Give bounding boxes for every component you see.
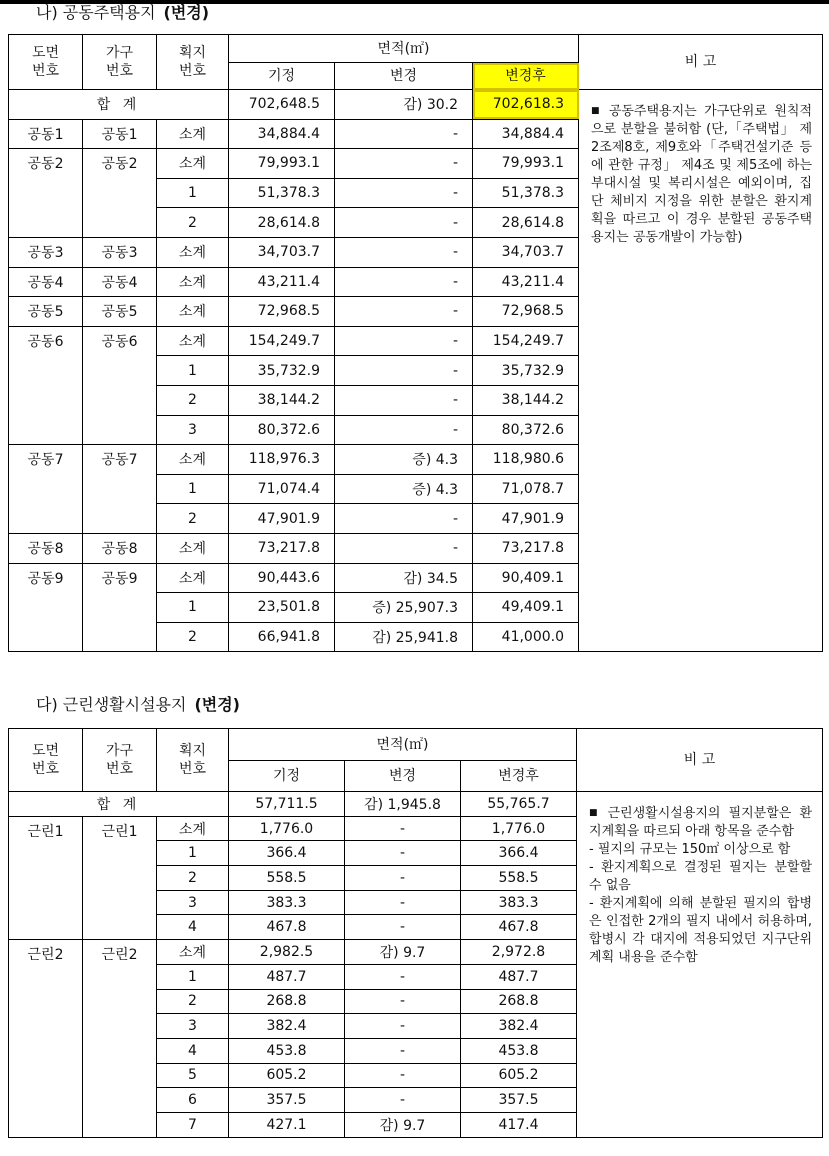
remarks-cell: [579, 90, 823, 652]
house-no-cell: [83, 890, 157, 915]
doc-no-cell: 공동2: [9, 149, 83, 179]
lot-no-cell: 소계: [157, 445, 229, 475]
doc-no-cell: [9, 593, 83, 623]
house-no-cell: 공동2: [83, 149, 157, 179]
total-existing: 702,648.5: [229, 90, 335, 120]
lot-no-cell: 소계: [157, 816, 229, 841]
after-area-cell: 366.4: [461, 841, 577, 866]
house-no-cell: [83, 866, 157, 891]
total-change: 감) 1,945.8: [345, 792, 461, 817]
house-no-cell: [83, 415, 157, 445]
total-label: 합 계: [9, 792, 229, 817]
change-area-cell: -: [335, 149, 473, 179]
header-doc-no: 도면 번호: [9, 35, 83, 90]
header-house-no: 가구 번호: [83, 729, 157, 792]
after-area-cell: 154,249.7: [473, 326, 579, 356]
change-area-cell: 증) 4.3: [335, 445, 473, 475]
doc-no-cell: 근린2: [9, 940, 83, 965]
existing-area-cell: 79,993.1: [229, 149, 335, 179]
lot-no-cell: 1: [157, 356, 229, 386]
after-area-cell: 28,614.8: [473, 208, 579, 238]
change-area-cell: -: [335, 326, 473, 356]
lot-no-cell: 2: [157, 622, 229, 652]
section1-title-text: 나) 공동주택용지: [36, 3, 156, 22]
after-area-cell: 487.7: [461, 964, 577, 989]
existing-area-cell: 118,976.3: [229, 445, 335, 475]
after-area-cell: 1,776.0: [461, 816, 577, 841]
house-no-cell: [83, 964, 157, 989]
change-area-cell: 증) 25,907.3: [335, 593, 473, 623]
total-row: [9, 90, 823, 120]
doc-no-cell: [9, 504, 83, 534]
after-area-cell: 383.3: [461, 890, 577, 915]
lot-no-cell: 1: [157, 593, 229, 623]
total-row: [9, 792, 823, 817]
change-area-cell: -: [335, 504, 473, 534]
total-after: 55,765.7: [461, 792, 577, 817]
doc-no-cell: [9, 178, 83, 208]
house-no-cell: [83, 841, 157, 866]
lot-no-cell: 소계: [157, 237, 229, 267]
doc-no-cell: 공동1: [9, 119, 83, 149]
after-area-cell: 417.4: [461, 1112, 577, 1137]
change-area-cell: 감) 9.7: [345, 1112, 461, 1137]
lot-no-cell: 1: [157, 841, 229, 866]
doc-no-cell: 공동8: [9, 533, 83, 563]
existing-area-cell: 268.8: [229, 989, 345, 1014]
doc-no-cell: [9, 1038, 83, 1063]
existing-area-cell: 51,378.3: [229, 178, 335, 208]
change-area-cell: 감) 34.5: [335, 563, 473, 593]
doc-no-cell: 공동4: [9, 267, 83, 297]
after-area-cell: 382.4: [461, 1014, 577, 1039]
after-area-cell: 34,884.4: [473, 119, 579, 149]
existing-area-cell: 2,982.5: [229, 940, 345, 965]
doc-no-cell: [9, 841, 83, 866]
house-no-cell: 공동1: [83, 119, 157, 149]
house-no-cell: [83, 504, 157, 534]
lot-no-cell: 3: [157, 890, 229, 915]
house-no-cell: [83, 915, 157, 940]
lot-no-cell: 소계: [157, 940, 229, 965]
lot-no-cell: 2: [157, 208, 229, 238]
doc-no-cell: 근린1: [9, 816, 83, 841]
remark-text: 근린생활시설용지의 필지분할은 환지계획을 따르되 아래 항목을 준수함 - 필지의 규모는 150㎡ 이상으로 함 - 환지계획으로 결정된 필지는 분할할 수 없음 - 환지계획에 의해 분할된 필지의 합병은 인접한 2개의 필지 내에서 허용하며, 합병시 각 대지에 적용되었던 지구단위계획 내용을 준수함: [589, 806, 813, 965]
after-area-cell: 47,901.9: [473, 504, 579, 534]
existing-area-cell: 487.7: [229, 964, 345, 989]
change-area-cell: -: [345, 816, 461, 841]
change-area-cell: -: [345, 964, 461, 989]
existing-area-cell: 47,901.9: [229, 504, 335, 534]
header-after: 변경후: [473, 63, 579, 90]
lot-no-cell: 1: [157, 964, 229, 989]
existing-area-cell: 382.4: [229, 1014, 345, 1039]
header-change: 변경: [345, 761, 461, 792]
doc-no-cell: [9, 415, 83, 445]
doc-no-cell: [9, 1014, 83, 1039]
existing-area-cell: 1,776.0: [229, 816, 345, 841]
remarks-cell: [577, 792, 823, 1138]
house-no-cell: [83, 1014, 157, 1039]
header-area: 면적(㎡): [229, 35, 579, 63]
lot-no-cell: 소계: [157, 149, 229, 179]
doc-no-cell: 공동5: [9, 297, 83, 327]
header-doc-no: 도면 번호: [9, 729, 83, 792]
after-area-cell: 80,372.6: [473, 415, 579, 445]
section2-title-text: 다) 근린생활시설용지: [36, 695, 187, 714]
section1-title: [36, 0, 209, 23]
change-area-cell: 감) 9.7: [345, 940, 461, 965]
housing-land-table: [8, 34, 823, 652]
doc-no-cell: 공동7: [9, 445, 83, 475]
existing-area-cell: 72,968.5: [229, 297, 335, 327]
house-no-cell: 공동3: [83, 237, 157, 267]
doc-no-cell: [9, 208, 83, 238]
doc-no-cell: 공동9: [9, 563, 83, 593]
change-area-cell: -: [345, 1038, 461, 1063]
header-remarks: 비 고: [577, 729, 823, 792]
remark-bullet: ■: [591, 106, 603, 116]
change-area-cell: -: [345, 1063, 461, 1088]
after-area-cell: 51,378.3: [473, 178, 579, 208]
doc-no-cell: [9, 915, 83, 940]
change-area-cell: -: [335, 415, 473, 445]
change-area-cell: -: [335, 356, 473, 386]
lot-no-cell: 3: [157, 1014, 229, 1039]
remark-bullet: ■: [589, 808, 602, 818]
lot-no-cell: 2: [157, 989, 229, 1014]
change-area-cell: -: [335, 208, 473, 238]
after-area-cell: 357.5: [461, 1088, 577, 1113]
house-no-cell: 근린2: [83, 940, 157, 965]
house-no-cell: [83, 989, 157, 1014]
lot-no-cell: 소계: [157, 563, 229, 593]
existing-area-cell: 605.2: [229, 1063, 345, 1088]
lot-no-cell: 3: [157, 415, 229, 445]
existing-area-cell: 38,144.2: [229, 385, 335, 415]
house-no-cell: [83, 208, 157, 238]
after-area-cell: 72,968.5: [473, 297, 579, 327]
header-area: 면적(㎡): [229, 729, 577, 761]
house-no-cell: [83, 1088, 157, 1113]
house-no-cell: [83, 356, 157, 386]
existing-area-cell: 467.8: [229, 915, 345, 940]
doc-no-cell: 공동6: [9, 326, 83, 356]
house-no-cell: [83, 1038, 157, 1063]
lot-no-cell: 1: [157, 178, 229, 208]
existing-area-cell: 366.4: [229, 841, 345, 866]
header-remarks: 비 고: [579, 35, 823, 90]
change-area-cell: -: [345, 866, 461, 891]
change-area-cell: -: [335, 178, 473, 208]
header-lot-no: 획지 번호: [157, 35, 229, 90]
change-area-cell: -: [345, 989, 461, 1014]
header-house-no: 가구 번호: [83, 35, 157, 90]
change-area-cell: -: [335, 533, 473, 563]
neighborhood-land-table: [8, 728, 823, 1138]
house-no-cell: [83, 1112, 157, 1137]
section2-title-tag: (변경): [194, 695, 240, 714]
house-no-cell: [83, 1063, 157, 1088]
after-area-cell: 34,703.7: [473, 237, 579, 267]
lot-no-cell: 2: [157, 385, 229, 415]
lot-no-cell: 6: [157, 1088, 229, 1113]
existing-area-cell: 28,614.8: [229, 208, 335, 238]
existing-area-cell: 34,884.4: [229, 119, 335, 149]
change-area-cell: -: [345, 1088, 461, 1113]
remark-text: 공동주택용지는 가구단위로 원칙적으로 분할을 불허함 (단,「주택법」 제2조제8호, 제9호와「주택건설기준 등에 관한 규정」 제4조 및 제5조에 하는 부대시설 및 복리시설은 예외이며, 집단 체비지 지정을 위한 분할은 환지계획을 따르고 이 경우 분할된 공동주택용지는 공동개발이 가능함): [591, 104, 813, 245]
lot-no-cell: 소계: [157, 119, 229, 149]
existing-area-cell: 71,074.4: [229, 474, 335, 504]
existing-area-cell: 43,211.4: [229, 267, 335, 297]
doc-no-cell: [9, 474, 83, 504]
header-change: 변경: [335, 63, 473, 90]
after-area-cell: 35,732.9: [473, 356, 579, 386]
existing-area-cell: 66,941.8: [229, 622, 335, 652]
existing-area-cell: 154,249.7: [229, 326, 335, 356]
existing-area-cell: 558.5: [229, 866, 345, 891]
after-area-cell: 558.5: [461, 866, 577, 891]
after-area-cell: 71,078.7: [473, 474, 579, 504]
change-area-cell: -: [335, 267, 473, 297]
after-area-cell: 605.2: [461, 1063, 577, 1088]
lot-no-cell: 소계: [157, 326, 229, 356]
after-area-cell: 79,993.1: [473, 149, 579, 179]
after-area-cell: 90,409.1: [473, 563, 579, 593]
total-change: 감) 30.2: [335, 90, 473, 120]
lot-no-cell: 1: [157, 474, 229, 504]
section2-title: [36, 692, 240, 715]
change-area-cell: -: [345, 915, 461, 940]
lot-no-cell: 소계: [157, 297, 229, 327]
change-area-cell: 증) 4.3: [335, 474, 473, 504]
change-area-cell: -: [335, 385, 473, 415]
after-area-cell: 467.8: [461, 915, 577, 940]
existing-area-cell: 80,372.6: [229, 415, 335, 445]
header-existing: 기정: [229, 63, 335, 90]
lot-no-cell: 소계: [157, 533, 229, 563]
change-area-cell: -: [345, 890, 461, 915]
doc-no-cell: [9, 866, 83, 891]
section1-title-tag: (변경): [163, 3, 210, 22]
existing-area-cell: 73,217.8: [229, 533, 335, 563]
existing-area-cell: 383.3: [229, 890, 345, 915]
existing-area-cell: 23,501.8: [229, 593, 335, 623]
after-area-cell: 118,980.6: [473, 445, 579, 475]
lot-no-cell: 7: [157, 1112, 229, 1137]
existing-area-cell: 453.8: [229, 1038, 345, 1063]
after-area-cell: 453.8: [461, 1038, 577, 1063]
header-after: 변경후: [461, 761, 577, 792]
house-no-cell: 공동8: [83, 533, 157, 563]
after-area-cell: 73,217.8: [473, 533, 579, 563]
total-existing: 57,711.5: [229, 792, 345, 817]
doc-no-cell: [9, 989, 83, 1014]
existing-area-cell: 34,703.7: [229, 237, 335, 267]
doc-no-cell: [9, 385, 83, 415]
house-no-cell: [83, 178, 157, 208]
doc-no-cell: [9, 964, 83, 989]
doc-no-cell: 공동3: [9, 237, 83, 267]
lot-no-cell: 4: [157, 915, 229, 940]
house-no-cell: 공동5: [83, 297, 157, 327]
house-no-cell: 근린1: [83, 816, 157, 841]
existing-area-cell: 90,443.6: [229, 563, 335, 593]
house-no-cell: 공동7: [83, 445, 157, 475]
change-area-cell: -: [335, 119, 473, 149]
after-area-cell: 49,409.1: [473, 593, 579, 623]
total-after: 702,618.3: [473, 90, 579, 120]
header-lot-no: 획지 번호: [157, 729, 229, 792]
change-area-cell: 감) 25,941.8: [335, 622, 473, 652]
total-label: 합 계: [9, 90, 229, 120]
doc-no-cell: [9, 622, 83, 652]
house-no-cell: [83, 593, 157, 623]
existing-area-cell: 35,732.9: [229, 356, 335, 386]
lot-no-cell: 2: [157, 504, 229, 534]
after-area-cell: 41,000.0: [473, 622, 579, 652]
lot-no-cell: 소계: [157, 267, 229, 297]
change-area-cell: -: [335, 237, 473, 267]
existing-area-cell: 427.1: [229, 1112, 345, 1137]
after-area-cell: 268.8: [461, 989, 577, 1014]
header-existing: 기정: [229, 761, 345, 792]
change-area-cell: -: [335, 297, 473, 327]
doc-no-cell: [9, 890, 83, 915]
house-no-cell: 공동4: [83, 267, 157, 297]
doc-no-cell: [9, 1112, 83, 1137]
lot-no-cell: 4: [157, 1038, 229, 1063]
lot-no-cell: 2: [157, 866, 229, 891]
change-area-cell: -: [345, 841, 461, 866]
lot-no-cell: 5: [157, 1063, 229, 1088]
doc-no-cell: [9, 356, 83, 386]
house-no-cell: 공동6: [83, 326, 157, 356]
after-area-cell: 2,972.8: [461, 940, 577, 965]
after-area-cell: 38,144.2: [473, 385, 579, 415]
existing-area-cell: 357.5: [229, 1088, 345, 1113]
house-no-cell: [83, 385, 157, 415]
change-area-cell: -: [345, 1014, 461, 1039]
doc-no-cell: [9, 1063, 83, 1088]
after-area-cell: 43,211.4: [473, 267, 579, 297]
house-no-cell: [83, 474, 157, 504]
house-no-cell: [83, 622, 157, 652]
house-no-cell: 공동9: [83, 563, 157, 593]
doc-no-cell: [9, 1088, 83, 1113]
